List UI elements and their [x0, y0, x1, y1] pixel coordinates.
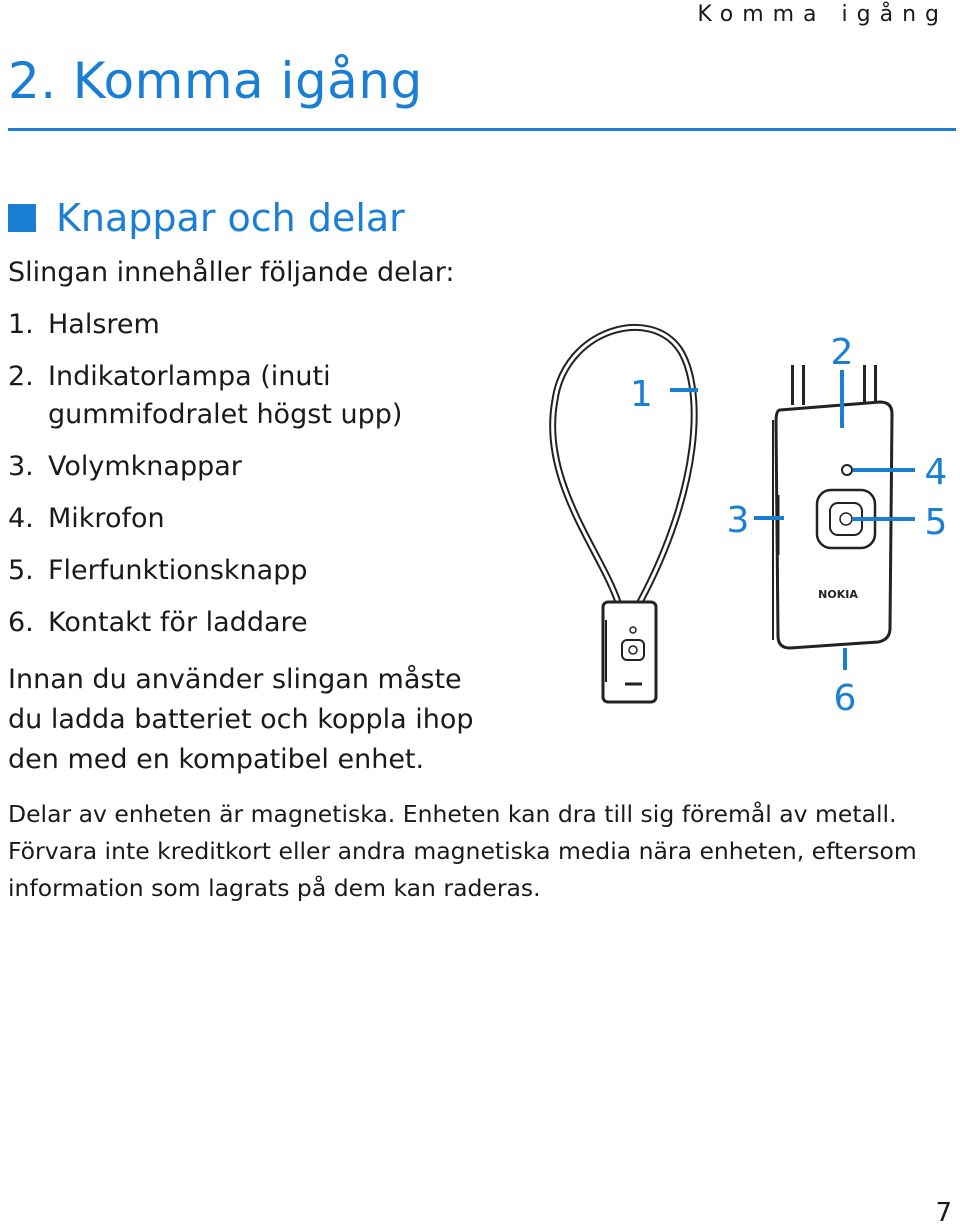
- list-item-label: Kontakt för laddare: [48, 607, 308, 638]
- list-item-number: 5.: [8, 555, 34, 586]
- list-item: [8, 358, 478, 434]
- magnet-warning: Delar av enheten är magnetiska. Enheten kan dra till sig föremål av metall. Förvara inte kreditkort eller andra magnetiska media nära enheten, eftersom information som lagrats på dem kan raderas.: [8, 800, 917, 902]
- section-heading: [8, 196, 405, 240]
- list-item-label: Volymknappar: [48, 451, 242, 482]
- device-illustration: [540, 310, 960, 740]
- list-item-label: Flerfunktionsknapp: [48, 555, 308, 586]
- list-item: [8, 552, 478, 590]
- list-item-number: 1.: [8, 309, 34, 340]
- callout-3: 3: [726, 500, 750, 541]
- list-item: [8, 306, 478, 344]
- chapter-number: 2.: [8, 52, 57, 110]
- list-item-number: 6.: [8, 607, 34, 638]
- callout-4: 4: [924, 452, 948, 493]
- chapter-title: [8, 52, 423, 110]
- running-header: Komma igång: [697, 2, 948, 27]
- list-item-label: Indikatorlampa (inuti gummifodralet högst upp): [48, 361, 403, 430]
- callout-6: 6: [833, 678, 857, 719]
- brand-logo: NOKIA: [818, 588, 858, 601]
- callout-1: 1: [630, 374, 653, 415]
- usage-note: Innan du använder slingan måste du ladda batteriet och koppla ihop den med en kompatibel enhet.: [8, 664, 474, 775]
- page-number: 7: [935, 1198, 952, 1228]
- list-item: [8, 448, 478, 486]
- list-item-label: Mikrofon: [48, 503, 165, 534]
- parts-list: [8, 306, 478, 656]
- list-item-number: 3.: [8, 451, 34, 482]
- list-item: [8, 500, 478, 538]
- intro-text: Slingan innehåller följande delar:: [8, 257, 455, 288]
- list-item-number: 4.: [8, 503, 34, 534]
- chapter-divider: [8, 128, 956, 131]
- callout-5: 5: [924, 502, 948, 543]
- list-item-number: 2.: [8, 361, 34, 392]
- list-item: [8, 604, 478, 642]
- chapter-title-text: Komma igång: [72, 52, 423, 110]
- neck-strap: [553, 327, 695, 602]
- list-item-label: Halsrem: [48, 309, 160, 340]
- callout-2: 2: [830, 332, 854, 373]
- section-title: Knappar och delar: [56, 196, 405, 240]
- section-marker-icon: [8, 204, 36, 232]
